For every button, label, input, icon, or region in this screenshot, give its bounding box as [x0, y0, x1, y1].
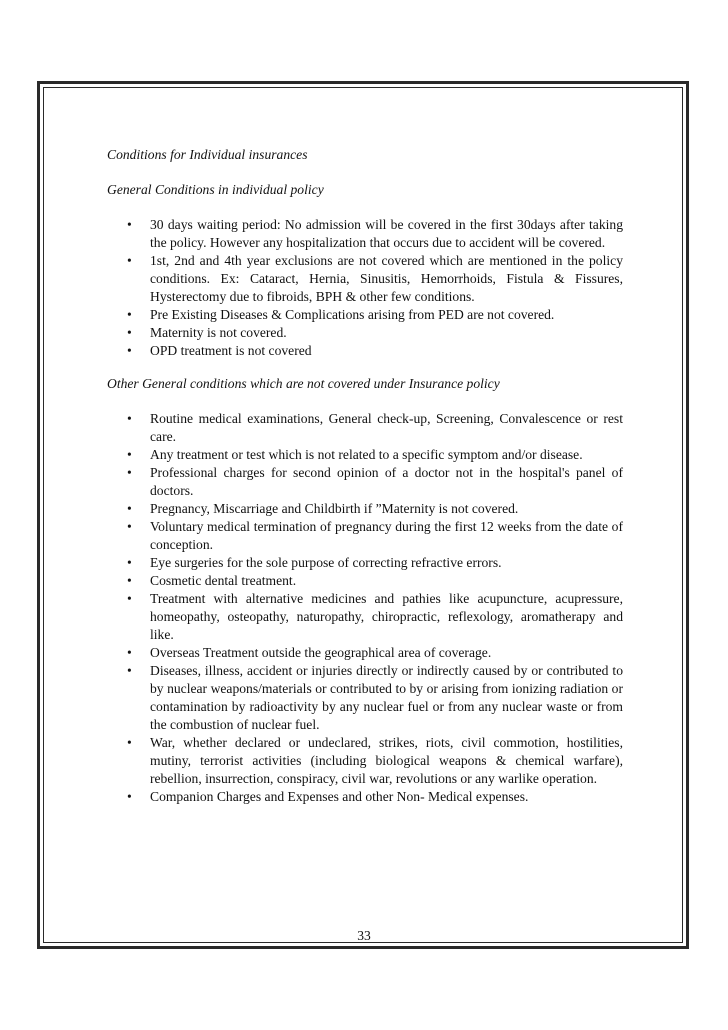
list-item: • Eye surgeries for the sole purpose of correcting refractive errors. [107, 554, 623, 572]
list-item: • 30 days waiting period: No admission will be covered in the first 30days after taking the policy. However any hospitalization that occurs due to accident will be covered. [107, 216, 623, 252]
general-conditions-list [107, 216, 623, 360]
list-item: • War, whether declared or undeclared, strikes, riots, civil commotion, hostilities, mutiny, terrorist activities (including biological weapons & chemical warfare), rebellion, insurrection, conspiracy, civil war, revolutions or any warlike operation. [107, 734, 623, 788]
list-item: • Voluntary medical termination of pregnancy during the first 12 weeks from the date of conception. [107, 518, 623, 554]
page-number: 33 [357, 928, 371, 943]
list-item: • 1st, 2nd and 4th year exclusions are not covered which are mentioned in the policy conditions. Ex: Cataract, Hernia, Sinusitis, Hemorrhoids, Fistula & Fissures, Hysterectomy due to fibroids, BPH & other few conditions. [107, 252, 623, 306]
document-title: Conditions for Individual insurances [107, 147, 308, 162]
list-item: • OPD treatment is not covered [107, 342, 623, 360]
list-item: • Professional charges for second opinion of a doctor not in the hospital's panel of doctors. [107, 464, 623, 500]
section-heading-other-conditions: Other General conditions which are not covered under Insurance policy [107, 376, 500, 391]
document-body [107, 146, 623, 821]
section-heading-general-conditions: General Conditions in individual policy [107, 182, 324, 197]
list-item: • Any treatment or test which is not related to a specific symptom and/or disease. [107, 446, 623, 464]
list-item: • Cosmetic dental treatment. [107, 572, 623, 590]
list-item: • Pregnancy, Miscarriage and Childbirth if ”Maternity is not covered. [107, 500, 623, 518]
list-item: • Overseas Treatment outside the geographical area of coverage. [107, 644, 623, 662]
list-item: • Treatment with alternative medicines and pathies like acupuncture, acupressure, homeopathy, osteopathy, naturopathy, chiropractic, reflexology, aromatherapy and like. [107, 590, 623, 644]
list-item: • Diseases, illness, accident or injuries directly or indirectly caused by or contributed to by nuclear weapons/materials or contributed to by or arising from ionizing radiation or contamination by radioactivity by any nuclear fuel or from any nuclear waste or from the combustion of nuclear fuel. [107, 662, 623, 734]
other-conditions-list [107, 410, 623, 806]
list-item: • Companion Charges and Expenses and other Non- Medical expenses. [107, 788, 623, 806]
list-item: • Pre Existing Diseases & Complications arising from PED are not covered. [107, 306, 623, 324]
list-item: • Routine medical examinations, General check-up, Screening, Convalescence or rest care. [107, 410, 623, 446]
list-item: • Maternity is not covered. [107, 324, 623, 342]
